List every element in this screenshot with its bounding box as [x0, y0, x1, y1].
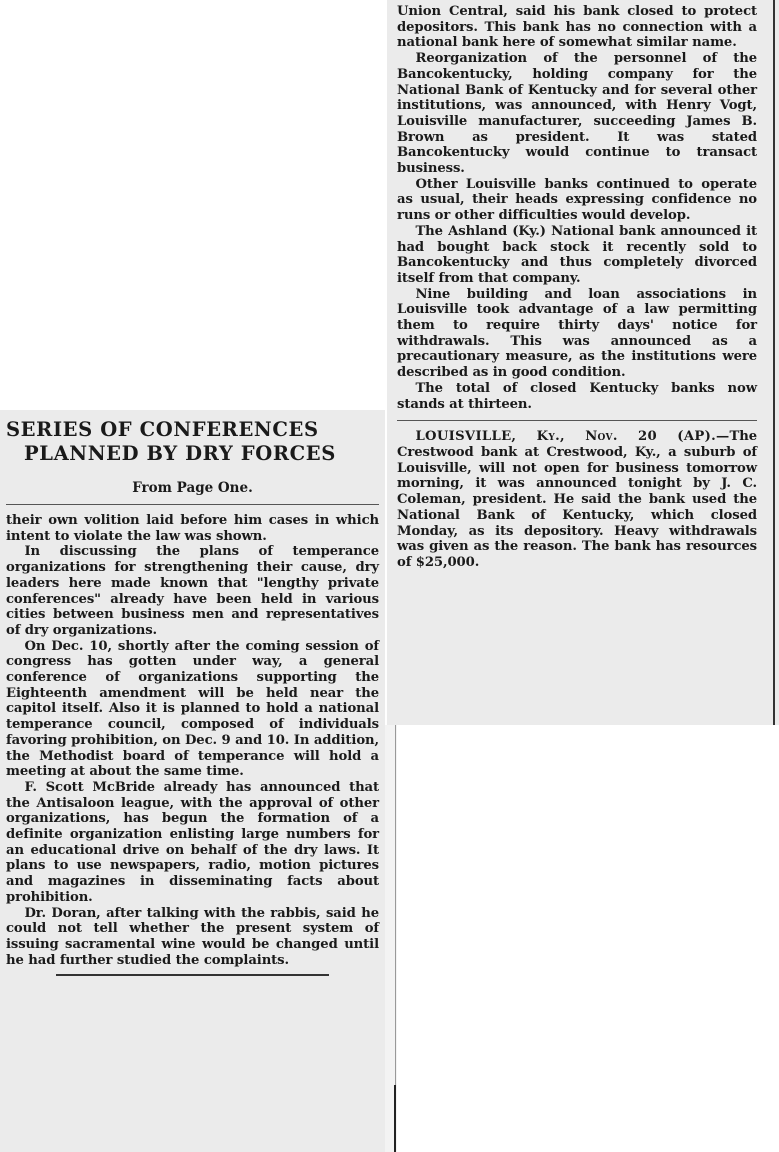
column-rule — [773, 0, 775, 725]
paragraph: Nine building and loan associations in Louisville took advantage of a law permitting them to require thirty days' notice for withdrawals. This was announced as a precautionary measure, as the institutions were described as in good condition. — [397, 286, 757, 381]
paragraph: their own volition laid before him cases in which intent to violate the law was shown. — [6, 513, 379, 544]
paragraph: Dr. Doran, after talking with the rabbis, said he could not tell whether the present system of issuing sacramental wine would be changed until he had further studied the complaints. — [6, 905, 379, 968]
paragraph: F. Scott McBride already has announced that the Antisaloon league, with the approval of other organizations, has begun the formation of a definite organization enlisting large numbers for an educational drive on behalf of the dry laws. It plans to use newspapers, radio, motion pictures and magazines in disseminating facts about prohibition. — [6, 779, 379, 905]
paragraph: The total of closed Kentucky banks now stands at thirteen. — [397, 380, 757, 412]
end-rule — [56, 974, 329, 976]
paragraph: Reorganization of the personnel of the Bancokentucky, holding company for the National Bank of Kentucky and for several other institutions, was announced, with Henry Vogt, Louisville manufacturer, succeeding James B. Brown as president. It was stated Bancokentucky would continue to transact business. — [397, 51, 757, 177]
right-clipping — [387, 0, 779, 725]
right-column — [391, 4, 763, 571]
paragraph: On Dec. 10, shortly after the coming session of congress has gotten under way, a general conference of organizations supporting the Eighteenth amendment will be held near the capitol itself. Also it is planned to hold a national temperance council, composed of individuals favoring prohibition, on Dec. 9 and 10. In addition, the Methodist board of temperance will hold a meeting at about the same time. — [6, 638, 379, 780]
paragraph: In discussing the plans of temperance organizations for strengthening their cause, dry leaders here made known that "lengthy private conferences" already have been held in various cities between business men and representatives of dry organizations. — [6, 544, 379, 638]
left-clipping — [0, 410, 385, 1152]
headline-line-2: PLANNED BY DRY FORCES — [24, 442, 336, 465]
headline — [6, 418, 379, 466]
paragraph: The Ashland (Ky.) National bank announced it had bought back stock it recently sold to Bancokentucky and thus completely divorced itself from that company. — [397, 223, 757, 286]
adjacent-column-sliver — [385, 725, 397, 1152]
subhead: From Page One. — [132, 480, 253, 496]
dispatch-paragraph — [391, 429, 763, 570]
dispatch-body: The Crestwood bank at Crestwood, Ky., a suburb of Louisville, will not open for business tomorrow morning, it was announced tonight by J. C. Coleman, president. He said the bank used the National Bank of Kentucky, which closed Monday, as its depository. Heavy withdrawals was given as the reason. The bank has resources of $25,000. — [397, 429, 757, 570]
paragraph: Other Louisville banks continued to operate as usual, their heads expressing confidence no runs or other difficulties would develop. — [397, 176, 757, 224]
dateline: LOUISVILLE, Ky., Nov. 20 (AP).— — [415, 429, 730, 445]
paragraph: Union Central, said his bank closed to protect depositors. This bank has no connection with a national bank here of somewhat similar name. — [397, 4, 757, 51]
headline-line-1: SERIES OF CONFERENCES — [6, 418, 319, 441]
